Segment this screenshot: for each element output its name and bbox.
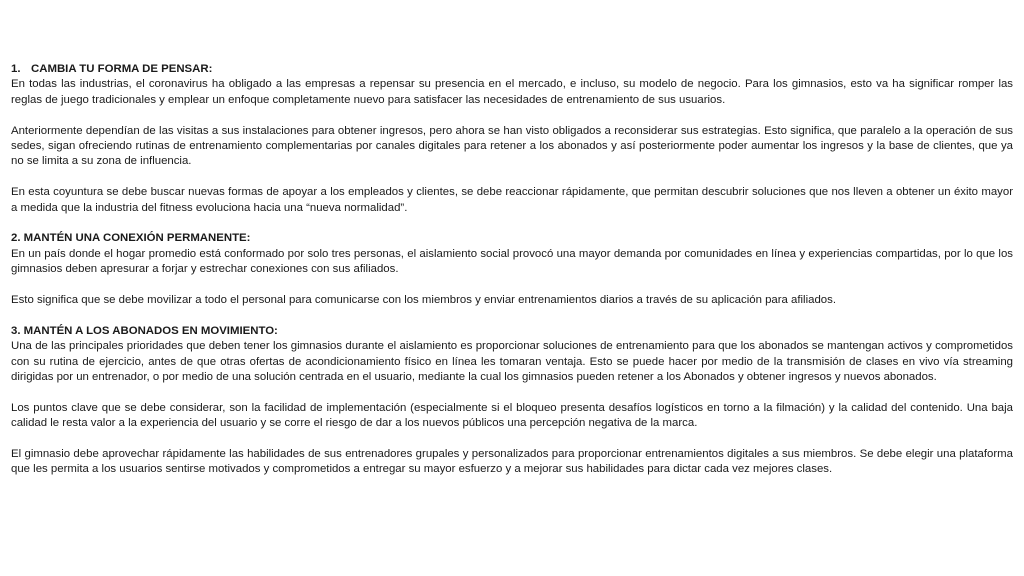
- paragraph: El gimnasio debe aprovechar rápidamente las habilidades de sus entrenadores grupales y personalizados para proporcionar entrenamientos digitales a sus miembros. Se debe elegir una plataforma que les permita a los usuarios sentirse motivados y comprometidos a entregar su mayor esfuerzo y a mejorar sus habilidades para dictar cada vez mejores clases.: [11, 448, 1013, 476]
- section-heading: 2. MANTÉN UNA CONEXIÓN PERMANENTE:: [11, 232, 251, 245]
- paragraph: En todas las industrias, el coronavirus ha obligado a las empresas a repensar su presencia en el mercado, e incluso, su modelo de negocio. Para los gimnasios, esto va ha significar romper las reglas de juego tradicionales y emplear un enfoque completamente nuevo para satisfacer las necesidades de entrenamiento de sus usuarios.: [11, 78, 1013, 106]
- slide-body: [11, 62, 1013, 478]
- section-1: [11, 62, 1013, 231]
- section-3: [11, 324, 1013, 478]
- spacer: [11, 308, 1013, 323]
- spacer: [11, 432, 1013, 447]
- section-number: 1.: [11, 63, 21, 75]
- spacer: [11, 216, 1013, 231]
- paragraph: En esta coyuntura se debe buscar nuevas formas de apoyar a los empleados y clientes, se debe reaccionar rápidamente, que permitan descubrir soluciones que nos lleven a obtener un éxito mayor a medida que la industria del fitness evoluciona hacia una “nueva normalidad”.: [11, 186, 1013, 214]
- section-title-text: CAMBIA TU FORMA DE PENSAR:: [31, 63, 213, 75]
- section-heading: 3. MANTÉN A LOS ABONADOS EN MOVIMIENTO:: [11, 324, 278, 337]
- section-heading: [11, 62, 1013, 77]
- spacer: [11, 385, 1013, 400]
- paragraph: Los puntos clave que se debe considerar, son la facilidad de implementación (especialmente si el bloqueo presenta desafíos logísticos en torno a la filmación) y la calidad del contenido. Una baja calidad le resta valor a la experiencia del usuario y se corre el riesgo de dar a los nuevos públicos una percepción negativa de la marca.: [11, 401, 1013, 430]
- paragraph: En un país donde el hogar promedio está conformado por solo tres personas, el aislamiento social provocó una mayor demanda por comunidades en línea y experiencias compartidas, por lo que los gimnasios deben apresurar a forjar y estrechar conexiones con sus afiliados.: [11, 247, 1013, 276]
- section-2: [11, 231, 1013, 323]
- paragraph: Una de las principales prioridades que deben tener los gimnasios durante el aislamiento es proporcionar soluciones de entrenamiento para que los abonados se mantengan activos y comprometidos con su rutina de ejercicio, antes de que otras ofertas de acondicionamiento físico en línea les tomaran ventaja. Esto se puede hacer por medio de la transmisión de clases en vivo vía streaming dirigidas por un entrenador, o por medio de una solución centrada en el usuario, mediante la cual los gimnasios pueden retener a los Abonados y obtener ingresos y nuevos abonados.: [11, 340, 1013, 384]
- spacer: [11, 278, 1013, 293]
- spacer: [11, 108, 1013, 123]
- spacer: [11, 170, 1013, 185]
- paragraph: Anteriormente dependían de las visitas a sus instalaciones para obtener ingresos, pero ahora se han visto obligados a reconsiderar sus estrategias. Esto significa, que paralelo a la operación de sus sedes, sigan ofreciendo rutinas de entrenamiento complementarias por canales digitales para retener a los abonados y así posteriormente poder aumentar los ingresos y la base de clientes, que ya no se limita a su zona de influencia.: [11, 124, 1013, 168]
- paragraph: Esto significa que se debe movilizar a todo el personal para comunicarse con los miembros y enviar entrenamientos diarios a través de su aplicación para afiliados.: [11, 294, 836, 307]
